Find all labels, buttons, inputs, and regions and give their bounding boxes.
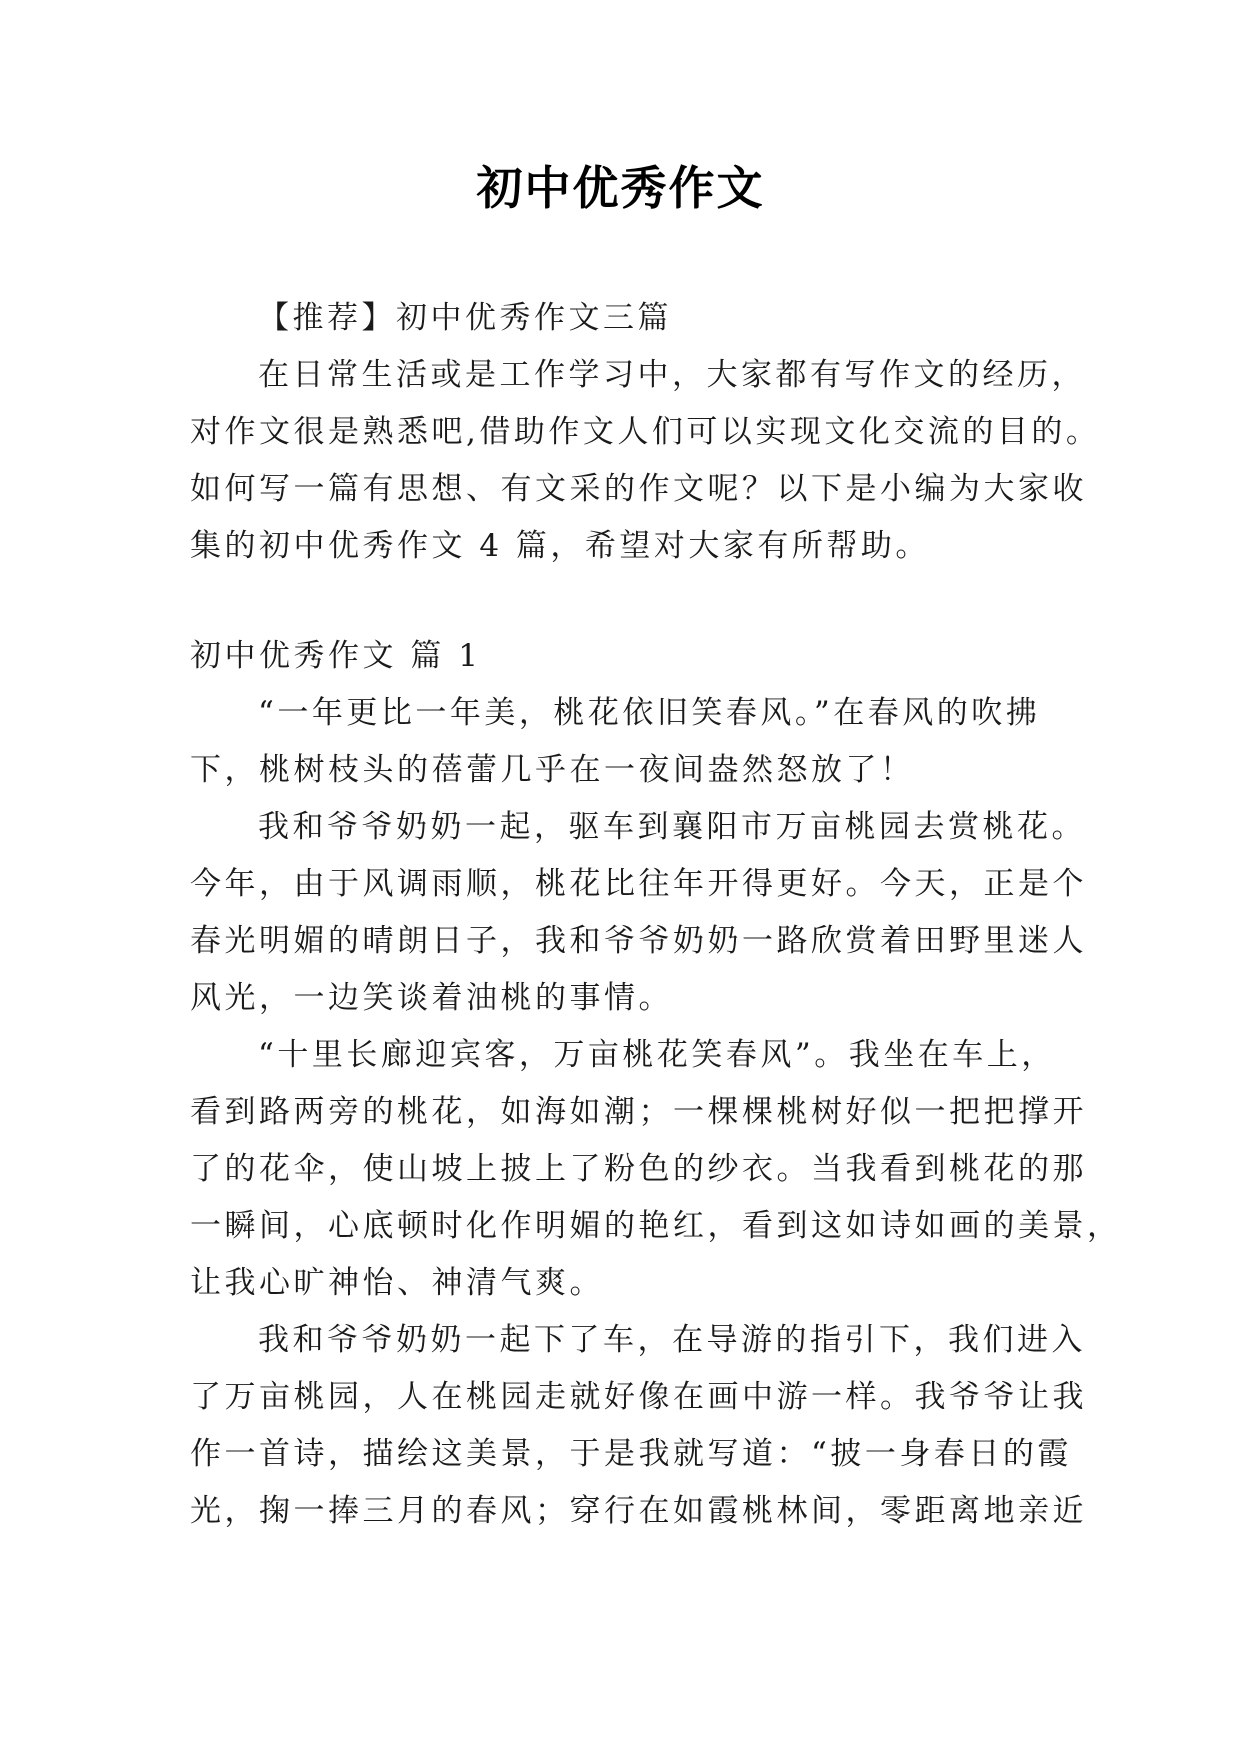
section-heading: 初中优秀作文 篇 1	[190, 638, 482, 674]
essay-line: “一年更比一年美，桃花依旧笑春风。”在春风的吹拂	[258, 695, 1041, 731]
essay-line: 风光，一边笑谈着油桃的事情。	[190, 980, 673, 1016]
intro-paragraph-line: 如何写一篇有思想、有文采的作文呢？以下是小编为大家收	[190, 471, 1087, 507]
essay-line: 让我心旷神怡、神清气爽。	[190, 1265, 604, 1301]
essay-line: 看到路两旁的桃花，如海如潮；一棵棵桃树好似一把把撑开	[190, 1094, 1087, 1130]
intro-paragraph-line: 集的初中优秀作文 4 篇，希望对大家有所帮助。	[190, 528, 930, 564]
document-title: 初中优秀作文	[476, 161, 765, 215]
intro-paragraph-line: 对作文很是熟悉吧,借助作文人们可以实现文化交流的目的。	[190, 414, 1101, 450]
essay-line: 下，桃树枝头的蓓蕾几乎在一夜间盎然怒放了！	[190, 752, 915, 788]
essay-line: 作一首诗，描绘这美景，于是我就写道：“披一身春日的霞	[190, 1436, 1072, 1472]
intro-paragraph-line: 在日常生活或是工作学习中，大家都有写作文的经历，	[258, 357, 1086, 393]
essay-line: 我和爷爷奶奶一起，驱车到襄阳市万亩桃园去赏桃花。	[258, 809, 1086, 845]
essay-line: 光，掬一捧三月的春风；穿行在如霞桃林间，零距离地亲近	[190, 1493, 1087, 1529]
intro-tagline: 【推荐】初中优秀作文三篇	[258, 300, 672, 336]
essay-line: 我和爷爷奶奶一起下了车，在导游的指引下，我们进入	[258, 1322, 1086, 1358]
essay-line: 一瞬间，心底顿时化作明媚的艳红，看到这如诗如画的美景，	[190, 1208, 1122, 1244]
essay-line: 春光明媚的晴朗日子，我和爷爷奶奶一路欣赏着田野里迷人	[190, 923, 1087, 959]
essay-line: 了万亩桃园，人在桃园走就好像在画中游一样。我爷爷让我	[190, 1379, 1087, 1415]
section-spacer	[190, 575, 1050, 628]
document-body	[190, 290, 1122, 1540]
essay-line: 今年，由于风调雨顺，桃花比往年开得更好。今天，正是个	[190, 866, 1087, 902]
essay-line: “十里长廊迎宾客，万亩桃花笑春风”。我坐在车上，	[258, 1037, 1056, 1073]
essay-line: 了的花伞，使山坡上披上了粉色的纱衣。当我看到桃花的那	[190, 1151, 1087, 1187]
